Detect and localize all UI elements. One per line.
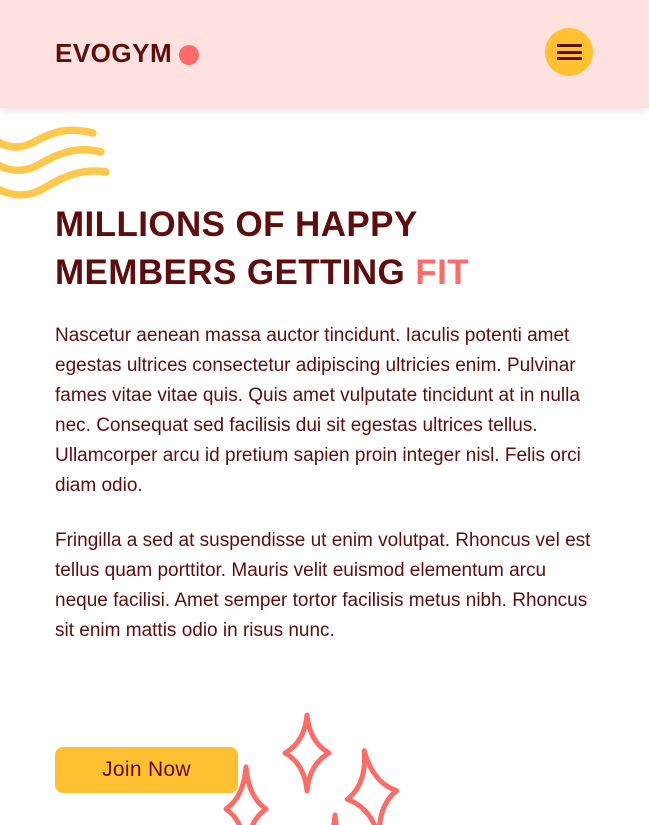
hero-paragraph-2: Fringilla a sed at suspendisse ut enim volutpat. Rhoncus vel est tellus quam porttitor. Mauris velit euismod elementum arcu neque facilisi. Amet semper tortor facilisis metus nibh. Rhoncus sit enim mattis odio in risus nunc. [55,530,591,641]
join-now-button[interactable]: Join Now [55,747,238,793]
hero-paragraph-1: Nascetur aenean massa auctor tincidunt. Iaculis potenti amet egestas ultrices consectetur adipiscing ultricies enim. Pulvinar fames vitae vitae quis. Quis amet vulputate tincidunt at in nulla nec. Consequat sed facilisis dui sit egestas ultrices tellus. Ullamcorper arcu id pretium sapien proin integer nisl. Felis orci diam odio. [55,325,581,496]
title-highlight: FIT [415,253,469,292]
page-title [55,201,595,297]
menu-button[interactable] [545,28,593,76]
abstract-waves-icon [0,126,115,206]
logo-text: EVOGYM [55,38,173,68]
hamburger-menu-icon [557,44,582,47]
sparkles-icon [215,705,415,825]
title-line1: MILLIONS OF HAPPY [55,205,418,244]
navbar [0,0,649,108]
evogym-logo[interactable] [55,38,199,69]
title-line2: MEMBERS GETTING [55,253,416,292]
logo-dot-icon [179,45,199,65]
